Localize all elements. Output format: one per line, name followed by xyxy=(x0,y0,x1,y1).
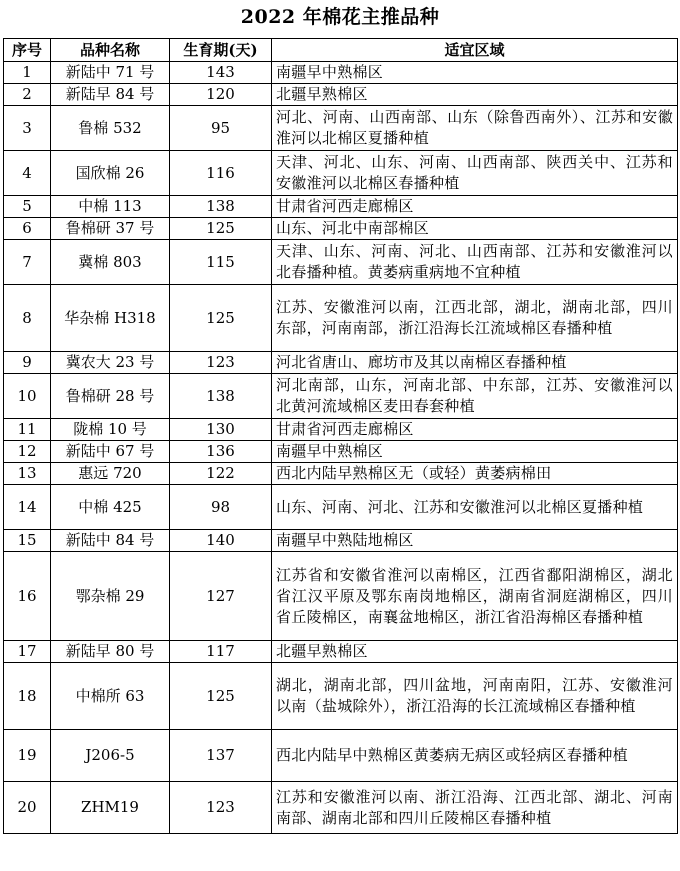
cell-no: 14 xyxy=(4,485,51,530)
cell-variety: 新陆中 84 号 xyxy=(51,530,170,552)
table-row xyxy=(4,374,678,419)
cell-period: 125 xyxy=(170,285,272,352)
table-row xyxy=(4,782,678,834)
table-row xyxy=(4,352,678,374)
table-row xyxy=(4,240,678,285)
cell-period: 125 xyxy=(170,663,272,730)
cell-no: 17 xyxy=(4,641,51,663)
cell-variety: 新陆中 71 号 xyxy=(51,62,170,84)
cell-no: 4 xyxy=(4,151,51,196)
cell-no: 8 xyxy=(4,285,51,352)
cell-region: 江苏省和安徽省淮河以南棉区，江西省鄱阳湖棉区，湖北省江汉平原及鄂东南岗地棉区，湖南省洞庭湖棉区，四川省丘陵棉区，南襄盆地棉区，浙江省沿海棉区春播种植 xyxy=(272,552,678,641)
table-header-row xyxy=(4,39,678,62)
cell-region: 南疆早中熟棉区 xyxy=(272,62,678,84)
cell-no: 1 xyxy=(4,62,51,84)
cell-variety: 惠远 720 xyxy=(51,463,170,485)
cell-region: 南疆早中熟陆地棉区 xyxy=(272,530,678,552)
cell-region: 河北南部，山东，河南北部、中东部，江苏、安徽淮河以北黄河流域棉区麦田春套种植 xyxy=(272,374,678,419)
cell-period: 125 xyxy=(170,218,272,240)
cell-period: 117 xyxy=(170,641,272,663)
header-region: 适宜区域 xyxy=(272,39,678,62)
cell-no: 11 xyxy=(4,419,51,441)
cell-no: 13 xyxy=(4,463,51,485)
cell-region: 甘肃省河西走廊棉区 xyxy=(272,196,678,218)
page-title: 2022 年棉花主推品种 xyxy=(240,6,440,28)
cell-variety: 冀农大 23 号 xyxy=(51,352,170,374)
cell-period: 120 xyxy=(170,84,272,106)
cell-region: 北疆早熟棉区 xyxy=(272,641,678,663)
cell-period: 136 xyxy=(170,441,272,463)
table-row xyxy=(4,730,678,782)
cell-region: 西北内陆早熟棉区无（或轻）黄萎病棉田 xyxy=(272,463,678,485)
cell-no: 10 xyxy=(4,374,51,419)
cell-no: 6 xyxy=(4,218,51,240)
cell-period: 138 xyxy=(170,196,272,218)
table-row xyxy=(4,84,678,106)
cell-no: 7 xyxy=(4,240,51,285)
cell-variety: 国欣棉 26 xyxy=(51,151,170,196)
header-variety: 品种名称 xyxy=(51,39,170,62)
table-row xyxy=(4,218,678,240)
cell-no: 2 xyxy=(4,84,51,106)
table-row xyxy=(4,62,678,84)
table-row xyxy=(4,441,678,463)
cell-variety: 陇棉 10 号 xyxy=(51,419,170,441)
cell-variety: 中棉 425 xyxy=(51,485,170,530)
cell-region: 天津、山东、河南、河北、山西南部、江苏和安徽淮河以北春播种植。黄萎病重病地不宜种植 xyxy=(272,240,678,285)
table-row xyxy=(4,151,678,196)
table-row xyxy=(4,463,678,485)
table-row xyxy=(4,485,678,530)
variety-table xyxy=(3,38,678,834)
cell-no: 5 xyxy=(4,196,51,218)
table-row xyxy=(4,552,678,641)
header-period: 生育期(天) xyxy=(170,39,272,62)
cell-period: 143 xyxy=(170,62,272,84)
cell-no: 16 xyxy=(4,552,51,641)
cell-period: 123 xyxy=(170,782,272,834)
cell-period: 115 xyxy=(170,240,272,285)
cell-region: 西北内陆早中熟棉区黄萎病无病区或轻病区春播种植 xyxy=(272,730,678,782)
cell-no: 9 xyxy=(4,352,51,374)
cell-variety: 鲁棉研 37 号 xyxy=(51,218,170,240)
cell-region: 湖北，湖南北部，四川盆地，河南南阳，江苏、安徽淮河以南（盐城除外），浙江沿海的长江流域棉区春播种植 xyxy=(272,663,678,730)
cell-region: 河北省唐山、廊坊市及其以南棉区春播种植 xyxy=(272,352,678,374)
table-row xyxy=(4,419,678,441)
cell-variety: J206-5 xyxy=(51,730,170,782)
cell-no: 3 xyxy=(4,106,51,151)
table-row xyxy=(4,530,678,552)
cell-period: 127 xyxy=(170,552,272,641)
cell-no: 12 xyxy=(4,441,51,463)
cell-period: 138 xyxy=(170,374,272,419)
cell-region: 江苏、安徽淮河以南，江西北部，湖北，湖南北部，四川东部，河南南部，浙江沿海长江流域棉区春播种植 xyxy=(272,285,678,352)
table-row xyxy=(4,641,678,663)
table-row xyxy=(4,663,678,730)
cell-variety: 鲁棉研 28 号 xyxy=(51,374,170,419)
cell-period: 98 xyxy=(170,485,272,530)
cell-variety: ZHM19 xyxy=(51,782,170,834)
cell-period: 123 xyxy=(170,352,272,374)
cell-no: 18 xyxy=(4,663,51,730)
table-row xyxy=(4,285,678,352)
cell-region: 甘肃省河西走廊棉区 xyxy=(272,419,678,441)
cell-region: 南疆早中熟棉区 xyxy=(272,441,678,463)
cell-region: 天津、河北、山东、河南、山西南部、陕西关中、江苏和安徽淮河以北棉区春播种植 xyxy=(272,151,678,196)
cell-period: 137 xyxy=(170,730,272,782)
cell-variety: 新陆中 67 号 xyxy=(51,441,170,463)
cell-region: 河北、河南、山西南部、山东（除鲁西南外）、江苏和安徽淮河以北棉区夏播种植 xyxy=(272,106,678,151)
cell-variety: 鄂杂棉 29 xyxy=(51,552,170,641)
cell-region: 北疆早熟棉区 xyxy=(272,84,678,106)
table-row xyxy=(4,196,678,218)
cell-no: 20 xyxy=(4,782,51,834)
header-no: 序号 xyxy=(4,39,51,62)
cell-region: 山东、河南、河北、江苏和安徽淮河以北棉区夏播种植 xyxy=(272,485,678,530)
cell-period: 95 xyxy=(170,106,272,151)
cell-variety: 鲁棉 532 xyxy=(51,106,170,151)
cell-period: 116 xyxy=(170,151,272,196)
cell-variety: 新陆早 80 号 xyxy=(51,641,170,663)
cell-no: 15 xyxy=(4,530,51,552)
cell-variety: 华杂棉 H318 xyxy=(51,285,170,352)
cell-variety: 新陆早 84 号 xyxy=(51,84,170,106)
cell-period: 140 xyxy=(170,530,272,552)
cell-period: 130 xyxy=(170,419,272,441)
cell-no: 19 xyxy=(4,730,51,782)
cell-variety: 中棉 113 xyxy=(51,196,170,218)
cell-variety: 冀棉 803 xyxy=(51,240,170,285)
cell-period: 122 xyxy=(170,463,272,485)
cell-region: 山东、河北中南部棉区 xyxy=(272,218,678,240)
cell-region: 江苏和安徽淮河以南、浙江沿海、江西北部、湖北、河南南部、湖南北部和四川丘陵棉区春播种植 xyxy=(272,782,678,834)
table-row xyxy=(4,106,678,151)
cell-variety: 中棉所 63 xyxy=(51,663,170,730)
